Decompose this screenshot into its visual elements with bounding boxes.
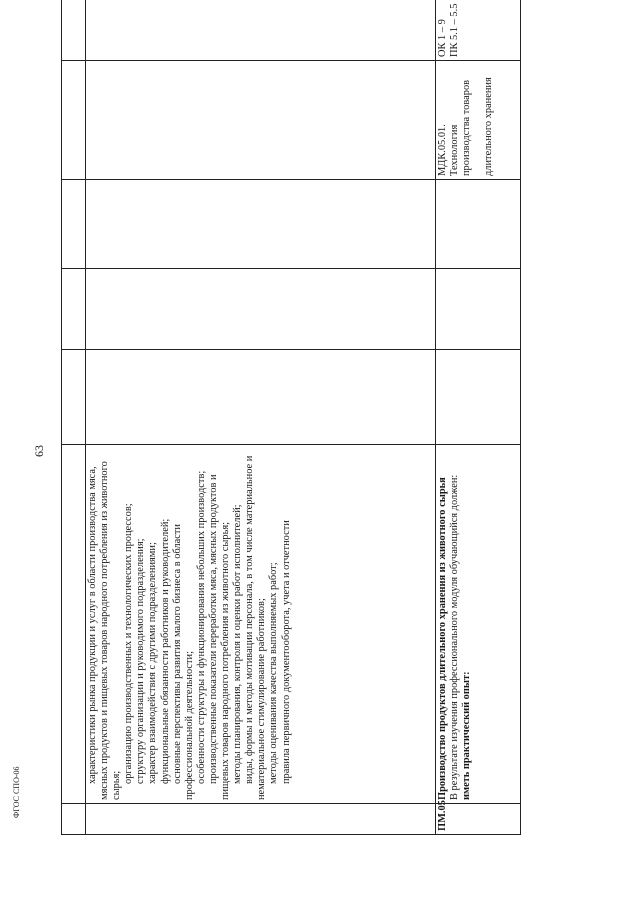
mdk-line: производства товаров — [461, 79, 473, 176]
mdk-line: МДК.05.01. — [437, 124, 448, 176]
cell-col4 — [86, 269, 436, 350]
mdk-line: длительного хранения — [483, 77, 495, 176]
module-title: Производство продуктов длительного хранения из животного сырья — [437, 477, 448, 800]
page-number: 63 — [32, 445, 46, 457]
cell-col3-module — [436, 350, 521, 445]
standard-table-rotated — [61, 3, 520, 835]
cell-col5 — [86, 180, 436, 269]
cell-col5-top — [62, 180, 86, 269]
cell-col3-top — [62, 350, 86, 445]
cell-col5-module — [436, 180, 521, 269]
cell-col4-top — [62, 269, 86, 350]
cell-module-competences — [436, 0, 521, 61]
competence-line: ОК 1 – 9 — [437, 19, 448, 57]
cell-index — [86, 804, 436, 835]
module-code: ПМ.05 — [437, 800, 448, 831]
cell-col6-top — [62, 61, 86, 180]
module-intro: В результате изучения профессионального модуля обучающийся должен: — [449, 474, 461, 800]
knowledge-item: характеристики рынка продукции и услуг в области производства мяса, мясных продуктов и пищевых товаров народного потребления из животного сырья; — [87, 461, 123, 800]
footer-label: ФГОС СПО-06 — [12, 766, 21, 818]
knowledge-item: виды, формы и методы мотивации персонала, в том числе материальное и нематериальное стимулирование работников; — [244, 455, 268, 800]
standard-table — [61, 0, 521, 835]
knowledge-item: основные перспективы развития малого бизнеса в области профессиональной деятельности; — [171, 524, 195, 800]
competence-line: ПК 5.1 – 5.5 — [449, 3, 461, 57]
knowledge-item: правила первичного документооборота, учета и отчетности — [280, 520, 292, 784]
table-header-row — [62, 0, 86, 835]
table-row-knowledge — [86, 0, 436, 835]
knowledge-item: особенности структуры и функционирования небольших производств; — [195, 470, 207, 784]
module-subhead: иметь практический опыт: — [461, 671, 473, 800]
cell-col3 — [86, 350, 436, 445]
knowledge-item: организацию производственных и технологических процессов; — [123, 503, 135, 784]
cell-competences — [86, 0, 436, 61]
knowledge-item: структуру организации и руководимого подразделения; — [135, 538, 147, 784]
knowledge-item: производственные показатели переработки мяса, мясных продуктов и пищевых товаров народного потребления из животного сырья; — [207, 474, 232, 800]
table-row-module — [436, 0, 521, 835]
cell-knowledge-list — [86, 445, 436, 804]
cell-module-mdk — [436, 61, 521, 180]
cell-module-description — [436, 445, 521, 804]
cell-index-top — [62, 804, 86, 835]
knowledge-item: методы планирования, контроля и оценки работ исполнителей; — [232, 504, 244, 784]
cell-module-index — [436, 800, 521, 835]
cell-text-top — [62, 445, 86, 804]
knowledge-item: функциональные обязанности работников и руководителей; — [159, 518, 171, 784]
knowledge-item: характер взаимодействия с другими подразделениями; — [147, 542, 159, 784]
knowledge-item: методы оценивания качества выполняемых работ; — [268, 562, 280, 784]
cell-col4-module — [436, 269, 521, 350]
mdk-line: Технология — [449, 124, 461, 176]
cell-col7-top — [62, 0, 86, 61]
cell-mdk — [86, 61, 436, 180]
